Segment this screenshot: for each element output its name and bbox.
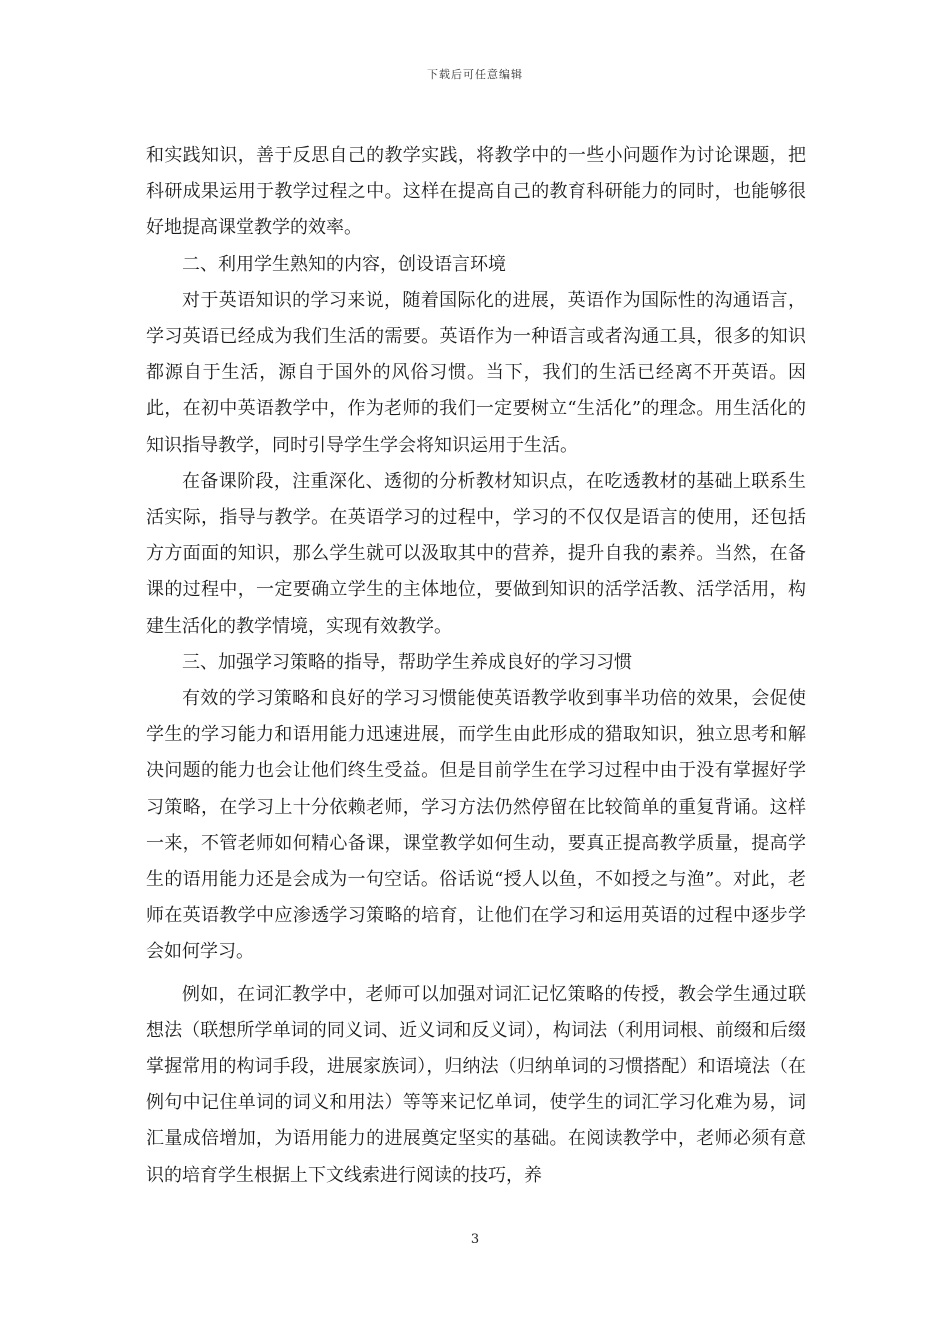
paragraph: 例如，在词汇教学中，老师可以加强对词汇记忆策略的传授，教会学生通过联想法（联想所学单词的同义词、近义词和反义词），构词法（利用词根、前缀和后缀掌握常用的构词手段，进展家族词），归纳法（归纳单词的习惯搭配）和语境法（在例句中记住单词的词义和用法）等等来记忆单词，使学生的词汇学习化难为易，词汇量成倍增加，为语用能力的进展奠定坚实的基础。在阅读教学中，老师必须有意识的培育学生根据上下文线索进行阅读的技巧，养: [146, 983, 806, 1186]
document-body: [146, 138, 806, 1194]
page-header: 下载后可任意编辑: [427, 68, 523, 81]
section-heading-3: 三、加强学习策略的指导，帮助学生养成良好的学习习惯: [182, 651, 632, 673]
page-number: 3: [470, 1232, 480, 1247]
paragraph-continuation: 和实践知识，善于反思自己的教学实践，将教学中的一些小问题作为讨论课题，把科研成果运用于教学过程之中。这样在提高自己的教育科研能力的同时，也能够很好地提高课堂教学的效率。: [146, 145, 806, 239]
section-heading-2: 二、利用学生熟知的内容，创设语言环境: [182, 253, 506, 275]
paragraph: 在备课阶段，注重深化、透彻的分析教材知识点，在吃透教材的基础上联系生活实际，指导与教学。在英语学习的过程中，学习的不仅仅是语言的使用，还包括方方面面的知识，那么学生就可以汲取其中的营养，提升自我的素养。当然，在备课的过程中，一定要确立学生的主体地位，要做到知识的活学活教、活学活用，构建生活化的教学情境，实现有效教学。: [146, 470, 806, 637]
paragraph: 有效的学习策略和良好的学习习惯能使英语教学收到事半功倍的效果，会促使学生的学习能力和语用能力迅速进展，而学生由此形成的猎取知识，独立思考和解决问题的能力也会让他们终生受益。但是目前学生在学习过程中由于没有掌握好学习策略，在学习上十分依赖老师，学习方法仍然停留在比较简单的重复背诵。这样一来，不管老师如何精心备课，课堂教学如何生动，要真正提高教学质量，提高学生的语用能力还是会成为一句空话。俗话说“授人以鱼，不如授之与渔”。对此，老师在英语教学中应渗透学习策略的培育，让他们在学习和运用英语的过程中逐步学会如何学习。: [146, 688, 806, 963]
paragraph: 对于英语知识的学习来说，随着国际化的进展，英语作为国际性的沟通语言，学习英语已经成为我们生活的需要。英语作为一种语言或者沟通工具，很多的知识都源自于生活，源自于国外的风俗习惯。当下，我们的生活已经离不开英语。因此，在初中英语教学中，作为老师的我们一定要树立“生活化”的理念。用生活化的知识指导教学，同时引导学生学会将知识运用于生活。: [146, 289, 806, 456]
